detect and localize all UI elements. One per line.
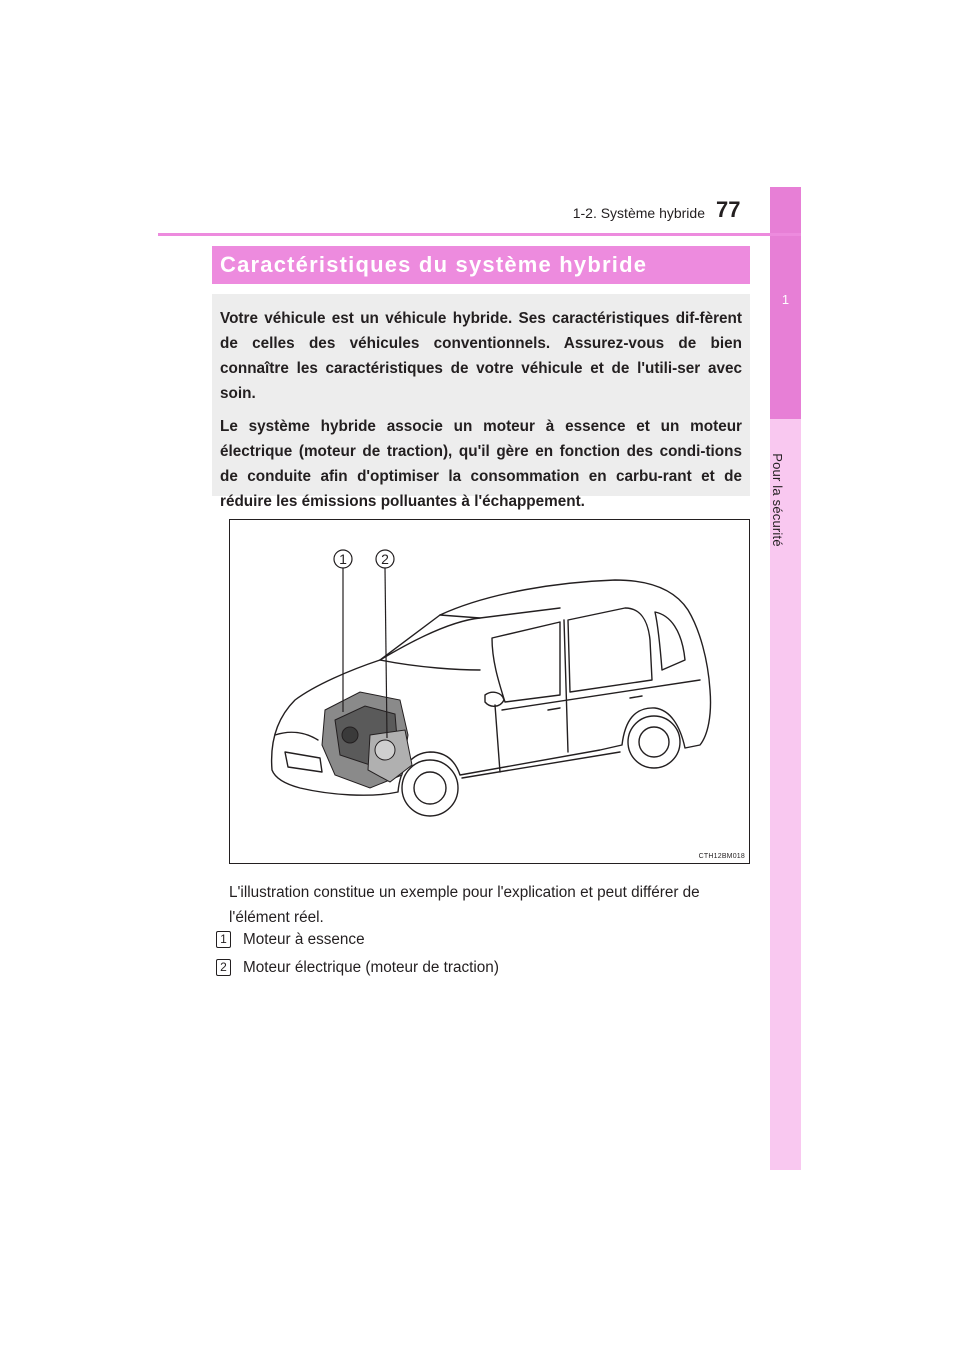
list-item [216, 929, 365, 951]
callout-1: 1 [339, 551, 347, 567]
figure-code: CTH12BM018 [698, 853, 745, 860]
intro-paragraph-1: Votre véhicule est un véhicule hybride. Ses caractéristiques dif-fèrent de celles des véhicules conventionnels. Assurez-vous de bien connaître les caractéristiques de votre véhicule et de l'utili-ser avec soin. [220, 310, 742, 402]
header-rule [158, 233, 801, 236]
page-number: 77 [716, 197, 741, 222]
intro-box [212, 294, 750, 510]
chapter-label: Pour la sécurité [770, 453, 785, 547]
running-header: 1-2. Système hybride [572, 205, 705, 221]
section-title: Caractéristiques du système hybride [212, 246, 750, 284]
item-number-badge: 1 [216, 931, 231, 948]
item-label: Moteur à essence [243, 931, 365, 948]
engine-block [322, 692, 412, 788]
figure-caption: L'illustration constitue un exemple pour l'explication et peut différer de l'élément réel. [229, 884, 700, 926]
item-number-badge: 2 [216, 959, 231, 976]
intro-paragraph-2: Le système hybride associe un moteur à essence et un moteur électrique (moteur de traction), qu'il gère en fonction des condi-tions de conduite afin d'optimiser la consommation en carbu-rant et de réduire les émissions polluantes à l'échappement. [220, 418, 742, 510]
car-drawing [230, 520, 749, 863]
list-item [216, 957, 499, 979]
callout-2: 2 [381, 551, 389, 567]
chapter-number: 1 [781, 292, 790, 307]
car-illustration [229, 519, 750, 864]
item-label: Moteur électrique (moteur de traction) [243, 959, 499, 976]
